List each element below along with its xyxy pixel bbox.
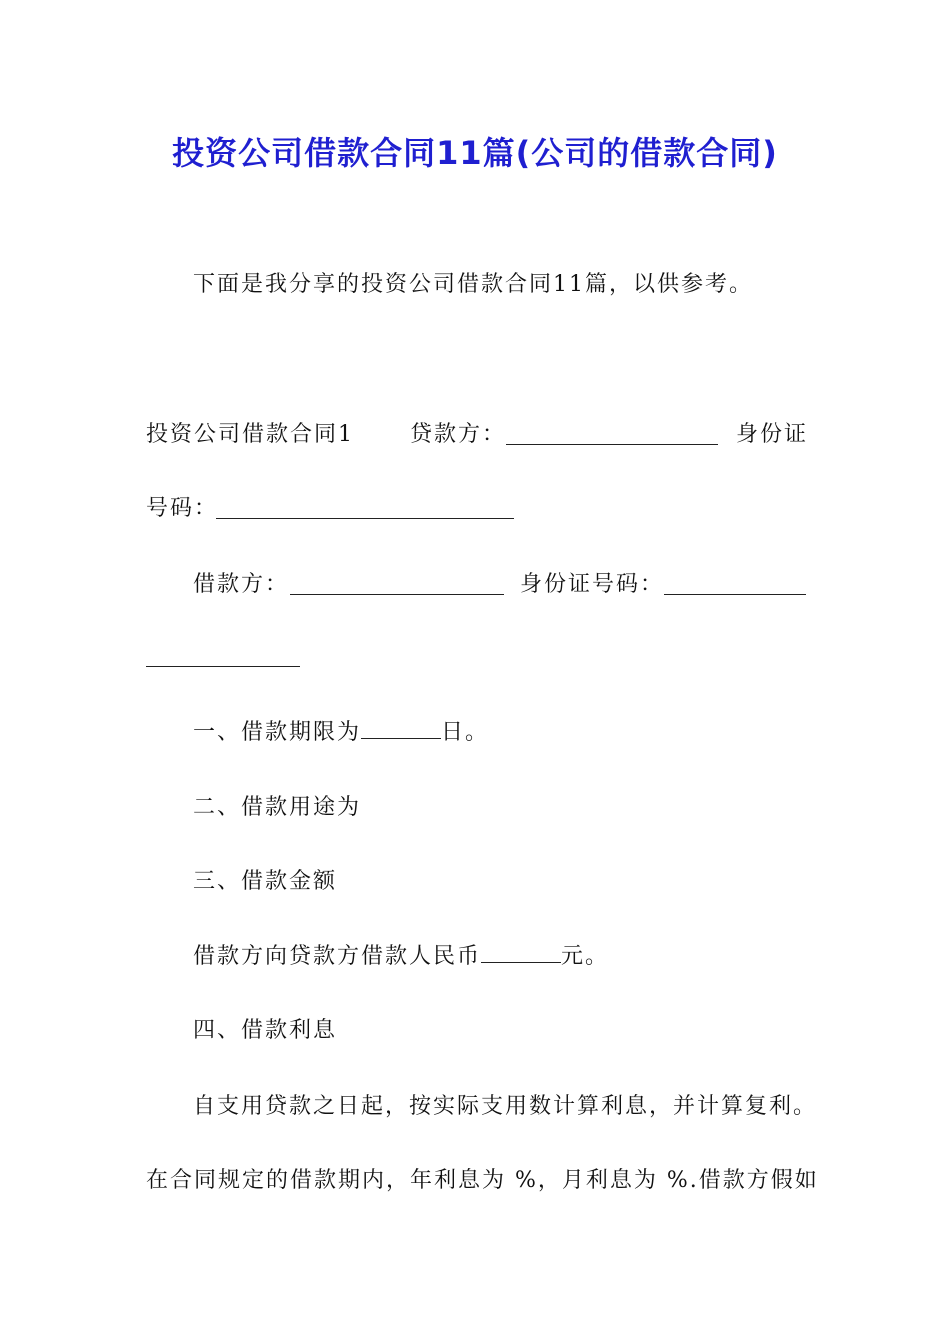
borrower-id-label: 身份证号码： bbox=[520, 572, 665, 597]
section1-line bbox=[146, 420, 354, 450]
intro-paragraph: 下面是我分享的投资公司借款合同11篇，以供参考。 bbox=[193, 272, 753, 297]
clause-term-prefix: 一、借款期限为 bbox=[193, 720, 362, 745]
amount-blank bbox=[481, 942, 561, 963]
lender-id-label-part1: 身份证 bbox=[736, 422, 809, 447]
borrower-name-blank bbox=[290, 594, 504, 595]
clause-amount-heading: 三、借款金额 bbox=[193, 869, 338, 894]
section1-heading: 投资公司借款合同1 bbox=[146, 422, 354, 447]
clause-amount-line bbox=[193, 942, 609, 972]
document-title: 投资公司借款合同11篇(公司的借款合同) bbox=[172, 134, 778, 172]
clause-interest-line2: 在合同规定的借款期内，年利息为 %，月利息为 %.借款方假如 bbox=[146, 1168, 819, 1193]
borrower-id-blank-part2 bbox=[146, 666, 300, 667]
clause-term-suffix: 日。 bbox=[441, 720, 490, 745]
clause-purpose: 二、借款用途为 bbox=[193, 795, 362, 820]
term-days-blank bbox=[361, 718, 441, 739]
clause-term-line bbox=[193, 718, 489, 748]
lender-label: 贷款方： bbox=[410, 422, 507, 447]
lender-id-label-part2: 号码： bbox=[146, 496, 219, 521]
borrower-id-blank-part1 bbox=[664, 594, 806, 595]
borrower-label: 借款方： bbox=[193, 572, 290, 597]
clause-interest-line1: 自支用贷款之日起，按实际支用数计算利息，并计算复利。 bbox=[193, 1094, 818, 1119]
clause-amount-prefix: 借款方向贷款方借款人民币 bbox=[193, 944, 482, 969]
lender-id-blank bbox=[216, 518, 514, 519]
clause-amount-suffix: 元。 bbox=[561, 944, 610, 969]
lender-name-blank bbox=[506, 444, 718, 445]
clause-interest-heading: 四、借款利息 bbox=[193, 1018, 338, 1043]
